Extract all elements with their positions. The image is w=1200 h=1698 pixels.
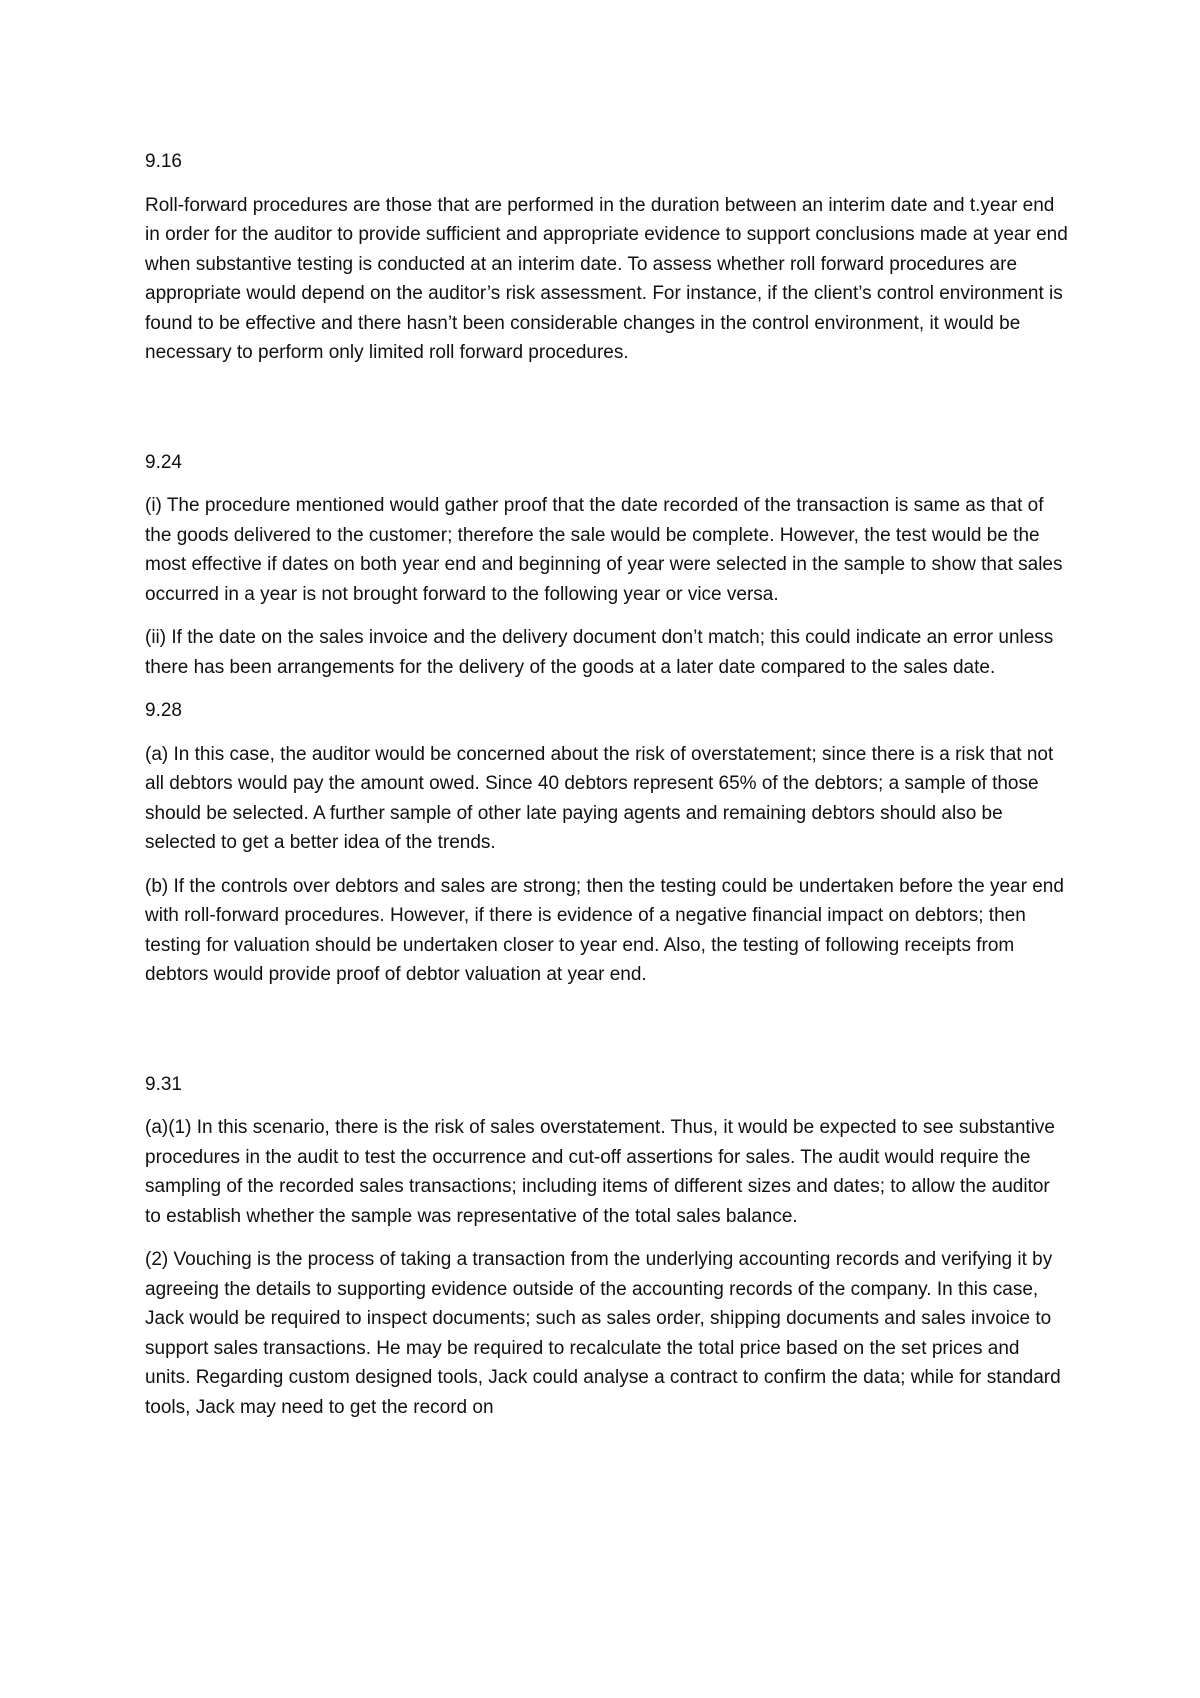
paragraph: [145, 740, 1070, 858]
paragraph-text: In this scenario, there is the risk of sales overstatement. Thus, it would be expected to see substantive procedures in the audit to test the occurrence and cut-off assertions for sales. The audit would require the sampling of the recorded sales transactions; including items of different sizes and dates; to allow the auditor to establish whether the sample was representative of the total sales balance.: [145, 1117, 1055, 1227]
paragraph-text: If the date on the sales invoice and the delivery document don’t match; this could indicate an error unless there has been arrangements for the delivery of the goods at a later date compared to the sales date.: [145, 627, 1054, 678]
section-number: 9.31: [145, 1073, 182, 1095]
paragraph: [145, 1113, 1070, 1231]
paragraph-text: In this case, the auditor would be concerned about the risk of overstatement; since there is a risk that not all debtors would pay the amount owed. Since 40 debtors represent 65% of the debtors; a sample of those should be selected. A further sample of other late paying agents and remaining debtors should also be selected to get a better idea of the trends.: [145, 743, 1054, 853]
paragraph: [145, 1245, 1070, 1422]
paragraph-label: (b): [145, 875, 169, 897]
paragraph-label: (a): [145, 743, 169, 765]
paragraph-label: (i): [145, 495, 162, 516]
section-9-24: [145, 448, 1070, 683]
paragraph-label: (a)(1): [145, 1117, 192, 1138]
paragraph: [145, 623, 1070, 682]
section-number: 9.24: [145, 451, 182, 473]
section-9-16: [145, 147, 1070, 368]
paragraph-label: (ii): [145, 627, 167, 648]
section-9-28: [145, 696, 1070, 990]
paragraph-text: Roll-forward procedures are those that are performed in the duration between an interim date and t.year end in order for the auditor to provide sufficient and appropriate evidence to support conclusions made at year end when substantive testing is conducted at an interim date. To assess whether roll forward procedures are appropriate would depend on the auditor’s risk assessment. For instance, if the client’s control environment is found to be effective and there hasn’t been considerable changes in the control environment, it would be necessary to perform only limited roll forward procedures.: [145, 194, 1068, 363]
section-number: 9.28: [145, 700, 182, 721]
paragraph-text: If the controls over debtors and sales are strong; then the testing could be undertaken before the year end with roll-forward procedures. However, if there is evidence of a negative financial impact on debtors; then testing for valuation should be undertaken closer to year end. Also, the testing of following receipts from debtors would provide proof of debtor valuation at year end.: [145, 875, 1064, 985]
paragraph: [145, 491, 1070, 609]
paragraph-text: The procedure mentioned would gather proof that the date recorded of the transaction is same as that of the goods delivered to the customer; therefore the sale would be complete. However, the test would be the most effective if dates on both year end and beginning of year were selected in the sample to show that sales occurred in a year is not brought forward to the following year or vice versa.: [145, 495, 1063, 605]
paragraph-label: (2): [145, 1249, 169, 1270]
paragraph: [145, 872, 1070, 990]
section-number: 9.16: [145, 151, 182, 172]
section-9-31: [145, 1070, 1070, 1423]
document-body: [145, 147, 1070, 1422]
paragraph-text: Vouching is the process of taking a transaction from the underlying accounting records and verifying it by agreeing the details to supporting evidence outside of the accounting records of the company. In this case, Jack would be required to inspect documents; such as sales order, shipping documents and sales invoice to support sales transactions. He may be required to recalculate the total price based on the set prices and units. Regarding custom designed tools, Jack could analyse a contract to confirm the data; while for standard tools, Jack may need to get the record on: [145, 1249, 1061, 1418]
paragraph: [145, 191, 1070, 368]
